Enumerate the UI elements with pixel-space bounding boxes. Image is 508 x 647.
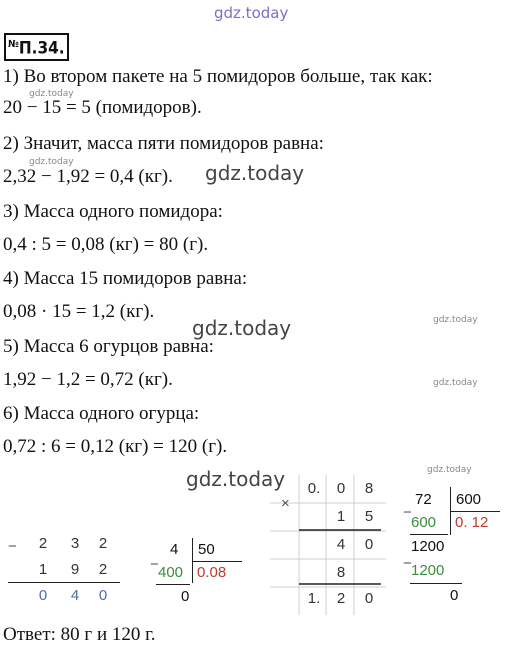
solution-line: 2) Значит, масса пяти помидоров равна: xyxy=(3,133,324,154)
grid-cell: 8 xyxy=(336,564,346,581)
solution-line: 0,4 : 5 = 0,08 (кг) = 80 (г). xyxy=(3,234,209,255)
divisor: 600 xyxy=(456,491,482,508)
digit: 0 xyxy=(38,587,48,604)
solution-line: 1) Во втором пакете на 5 помидоров больше, так как: xyxy=(3,66,433,87)
watermark-small: gdz.today xyxy=(29,89,74,99)
grid-cell: 4 xyxy=(336,536,346,553)
solution-line: 0,08 · 15 = 1,2 (кг). xyxy=(3,301,155,322)
solution-line: 2,32 − 1,92 = 0,4 (кг). xyxy=(3,166,173,187)
watermark-small: gdz.today xyxy=(427,465,472,475)
grid-cell: 1. xyxy=(307,590,321,607)
digit: 3 xyxy=(70,535,80,552)
grid-cell: 0 xyxy=(336,480,346,497)
quotient-line xyxy=(450,511,500,512)
grid-cell: 1 xyxy=(336,508,346,525)
subtraction-line xyxy=(156,584,190,585)
subtrahend: 600 xyxy=(411,514,437,531)
divisor: 50 xyxy=(198,541,215,558)
solution-line: 4) Масса 15 помидоров равна: xyxy=(3,268,248,289)
solution-line: 0,72 : 6 = 0,12 (кг) = 120 (г). xyxy=(3,436,228,457)
grid-cell: 8 xyxy=(364,480,374,497)
problem-number xyxy=(4,33,69,61)
digit: 2 xyxy=(98,561,108,578)
watermark-top: gdz.today xyxy=(214,4,289,22)
dividend: 72 xyxy=(415,491,432,508)
remainder: 0 xyxy=(450,587,459,604)
grid-cell: 2 xyxy=(336,590,346,607)
partial-subtrahend: 1200 xyxy=(411,562,445,579)
watermark-large: gdz.today xyxy=(186,467,286,491)
subtraction-line xyxy=(410,534,448,535)
digit: 4 xyxy=(70,587,80,604)
problem-label: П.34. xyxy=(18,38,65,59)
watermark-small: gdz.today xyxy=(29,157,74,167)
solution-line: 5) Масса 6 огурцов равна: xyxy=(3,336,214,357)
grid-cell: 0 xyxy=(364,536,374,553)
subtraction-line xyxy=(410,583,462,584)
remainder: 0 xyxy=(181,588,190,605)
grid-cell: 0. xyxy=(307,480,321,497)
digit: 0 xyxy=(98,587,108,604)
quotient-line xyxy=(192,561,242,562)
watermark-large: gdz.today xyxy=(205,161,305,185)
minus-sign: − xyxy=(403,555,412,572)
subtrahend: 400 xyxy=(158,564,184,581)
minus-sign: − xyxy=(403,504,412,521)
watermark-small: gdz.today xyxy=(433,315,478,325)
dividend: 4 xyxy=(170,541,179,558)
solution-line: 3) Масса одного помидора: xyxy=(3,201,223,222)
grid-cell: 5 xyxy=(364,508,374,525)
partial-dividend: 1200 xyxy=(411,538,445,555)
answer: Ответ: 80 г и 120 г. xyxy=(3,624,156,645)
solution-line: 20 − 15 = 5 (помидоров). xyxy=(3,97,202,118)
minus-sign: − xyxy=(8,538,17,555)
watermark-large: gdz.today xyxy=(192,316,292,340)
times-sign: × xyxy=(281,495,290,512)
solution-line: 1,92 − 1,2 = 0,72 (кг). xyxy=(3,369,173,390)
quotient: 0.08 xyxy=(197,564,227,581)
digit: 1 xyxy=(38,561,48,578)
sum-line xyxy=(8,582,120,583)
watermark-small: gdz.today xyxy=(433,378,478,388)
solution-line: 6) Масса одного огурца: xyxy=(3,403,200,424)
minus-sign: − xyxy=(150,556,159,573)
digit: 9 xyxy=(70,561,80,578)
quotient: 0. 12 xyxy=(455,514,489,531)
digit: 2 xyxy=(98,535,108,552)
number-sign: № xyxy=(8,39,19,50)
grid-cell: 0 xyxy=(364,590,374,607)
digit: 2 xyxy=(38,535,48,552)
